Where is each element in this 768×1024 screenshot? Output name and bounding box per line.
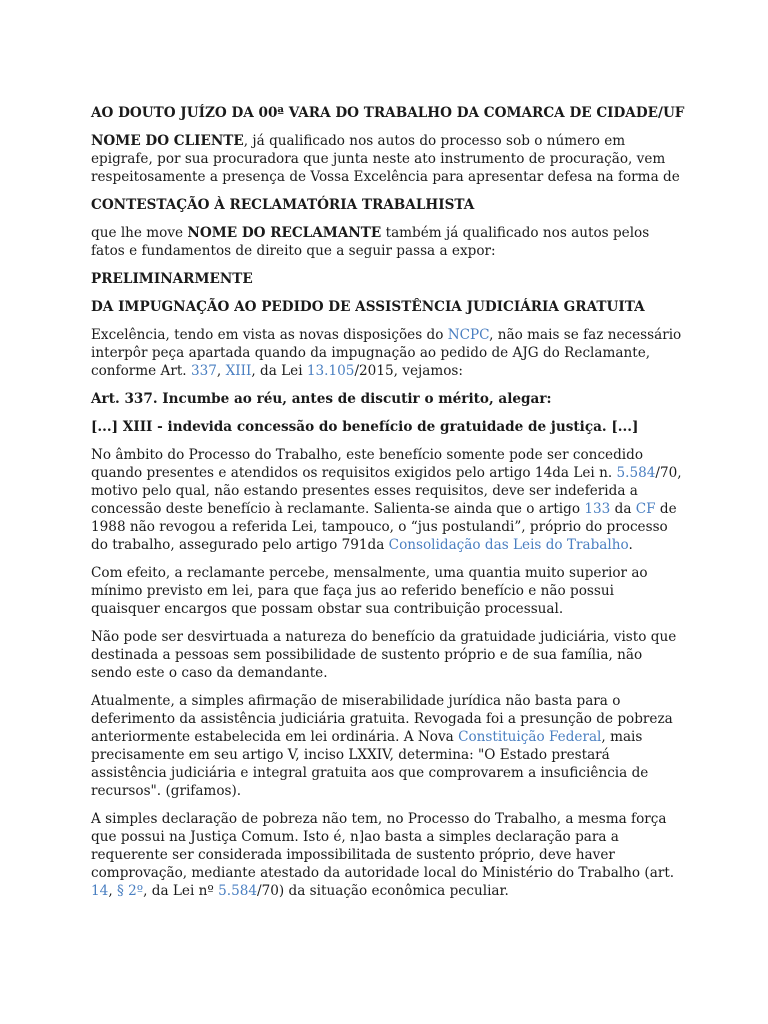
paragraph-declaracao <box>91 810 686 900</box>
link-inciso-xiii[interactable]: XIII <box>225 363 252 379</box>
quote-art-337: Art. 337. Incumbe ao réu, antes de discutir o mérito, alegar: <box>91 391 552 407</box>
text-segment: /70, motivo pelo qual, não estando presentes esses requisitos, deve ser indeferida a concessão deste benefício à reclamante. Salienta-se ainda que o artigo <box>91 465 682 517</box>
preliminar-heading: PRELIMINARMENTE <box>91 271 253 287</box>
text-segment: da <box>610 501 636 517</box>
link-art-133[interactable]: 133 <box>584 501 611 517</box>
text-segment: de 1988 não revogou a referida Lei, tampouco, o “jus postulandi”, próprio do processo do trabalho, assegurado pelo artigo 791da <box>91 501 677 553</box>
text-segment: , da Lei nº <box>143 883 219 899</box>
text-segment: /70) da situação econômica peculiar. <box>257 883 509 899</box>
paragraph-atualmente <box>91 692 686 800</box>
link-ncpc[interactable]: NCPC <box>447 327 490 343</box>
client-name: NOME DO CLIENTE <box>91 133 244 149</box>
quote-inciso-xiii: [...] XIII - indevida concessão do benefício de gratuidade de justiça. [...] <box>91 419 639 435</box>
text-segment: , <box>108 883 117 899</box>
paragraph-com-efeito: Com efeito, a reclamante percebe, mensalmente, uma quantia muito superior ao mínimo previsto em lei, para que faça jus ao referido benefício e não possui quaisquer encargos que possam obstar sua contribuição processual. <box>91 565 648 617</box>
court-heading: AO DOUTO JUÍZO DA 00ª VARA DO TRABALHO DA COMARCA DE CIDADE/UF <box>91 105 685 121</box>
link-lei-13105[interactable]: 13.105 <box>306 363 355 379</box>
contestacao-heading: CONTESTAÇÃO À RECLAMATÓRIA TRABALHISTA <box>91 197 475 213</box>
link-lei-5584[interactable]: 5.584 <box>616 465 656 481</box>
text-segment: Excelência, tendo em vista as novas disposições do <box>91 327 448 343</box>
link-cf[interactable]: CF <box>635 501 656 517</box>
text-segment: Atualmente, a simples afirmação de miserabilidade jurídica não basta para o deferimento da assistência judiciária gratuita. Revogada foi a presunção de pobreza anteriormente estabelecida em lei ordinária. A Nova <box>91 693 673 745</box>
text-segment: , não mais se faz necessário interpôr peça apartada quando da impugnação ao pedido de AJG do Reclamante, conforme Art. <box>91 327 682 379</box>
link-art-337[interactable]: 337 <box>190 363 217 379</box>
intro-text: , já qualificado nos autos do processo sob o número em epigrafe, por sua procuradora que junta neste ato instrumento de procuração, vem respeitosamente a presença de Vossa Excelência para apresentar defesa na forma de <box>91 133 680 185</box>
link-art-14[interactable]: 14 <box>91 883 109 899</box>
mover-paragraph <box>91 224 686 260</box>
link-lei-5584-2[interactable]: 5.584 <box>218 883 258 899</box>
text-segment: , mais precisamente em seu artigo V, inciso LXXIV, determina: "O Estado prestará assistência judiciária e integral gratuita aos que comprovarem a insuficiência de recursos". (grifamos). <box>91 729 649 799</box>
claimant-name: NOME DO RECLAMANTE <box>187 225 382 241</box>
text-segment: . <box>628 537 633 553</box>
link-clt[interactable]: Consolidação das Leis do Trabalho <box>388 537 629 553</box>
text-segment: , <box>216 363 226 379</box>
text-segment: A simples declaração de pobreza não tem, no Processo do Trabalho, a mesma força que possui na Justiça Comum. Isto é, n]ao basta a simples declaração para a requerente ser considerada impossibilitada de sustento próprio, deve haver comprovação, mediante atestado da autoridade local do Ministério do Trabalho (art. <box>91 811 675 881</box>
paragraph-ncpc <box>91 326 686 380</box>
text-segment: , da Lei <box>251 363 307 379</box>
impugnacao-heading: DA IMPUGNAÇÃO AO PEDIDO DE ASSISTÊNCIA JUDICIÁRIA GRATUITA <box>91 299 645 315</box>
text-segment: No âmbito do Processo do Trabalho, este benefício somente pode ser concedido quando presentes e atendidos os requisitos exigidos pelo artigo 14da Lei n. <box>91 447 644 481</box>
intro-paragraph <box>91 132 686 186</box>
paragraph-processo-trabalho <box>91 446 686 554</box>
paragraph-natureza: Não pode ser desvirtuada a natureza do benefício da gratuidade judiciária, visto que destinada a pessoas sem possibilidade de sustento próprio e de sua família, não sendo este o caso da demandante. <box>91 629 677 681</box>
mover-post: também já qualificado nos autos pelos fatos e fundamentos de direito que a seguir passa a expor: <box>91 225 650 259</box>
mover-pre: que lhe move <box>91 225 188 241</box>
link-constituicao-federal[interactable]: Constituição Federal <box>458 729 602 745</box>
link-paragrafo-2[interactable]: § 2º <box>116 883 144 899</box>
text-segment: /2015, vejamos: <box>354 363 463 379</box>
